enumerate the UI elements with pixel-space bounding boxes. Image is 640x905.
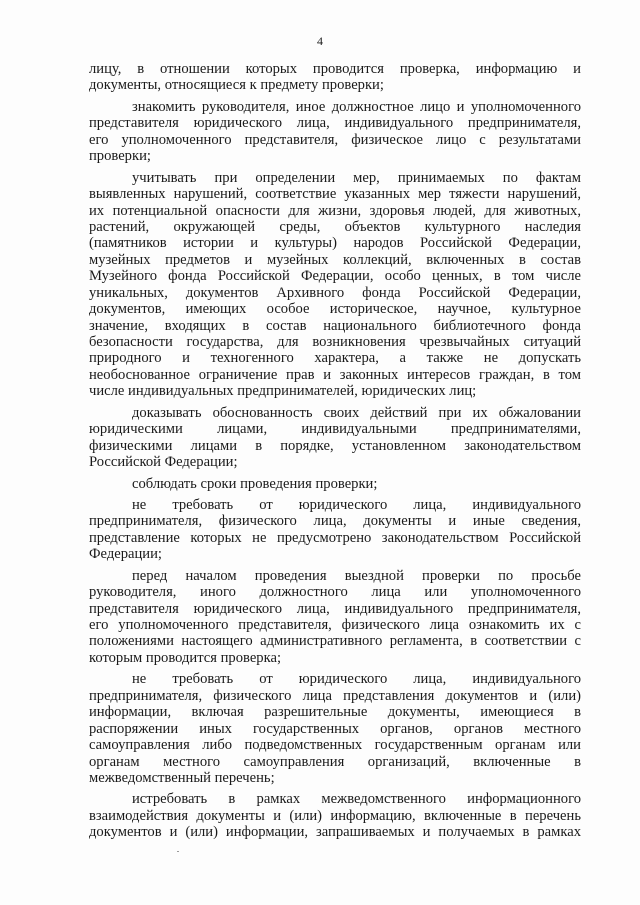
text-line: лицу, в отношении которых проводится проверка, информацию и: [89, 61, 581, 77]
text-line: представителя юридического лица, индивидуального предпринимателя,: [89, 115, 581, 132]
scan-speck: [177, 851, 179, 852]
text-line: перед началом проведения выездной проверки по просьбе: [132, 567, 581, 584]
text-line: Федерации;: [89, 546, 162, 563]
text-line: которым проводится проверка;: [89, 649, 282, 666]
paragraph: [89, 405, 581, 471]
text-line: Российской Федерации;: [89, 454, 238, 471]
text-line: представителя юридического лица, индивидуального предпринимателя,: [89, 600, 581, 617]
text-line: необоснованное ограничение прав и законных интересов граждан, в том: [89, 366, 581, 383]
text-line: знакомить руководителя, иное должностное лицо и уполномоченного: [132, 98, 581, 115]
text-line: числе индивидуальных предпринимателей, юридических лиц;: [89, 383, 477, 400]
paragraph: [89, 170, 581, 400]
text-line: их потенциальной опасности для жизни, здоровья людей, для животных,: [89, 202, 581, 219]
paragraph: [89, 497, 581, 563]
text-line: органам местного самоуправления организаций, включенные в: [89, 753, 581, 770]
text-line: его уполномоченного представителя, физическое лицо с результатами: [89, 131, 581, 148]
text-line: документов и (или) информации, запрашиваемых и получаемых в рамках: [89, 824, 581, 841]
text-line: растений, окружающей среды, объектов культурного наследия: [89, 218, 581, 235]
text-line: соблюдать сроки проведения проверки;: [132, 475, 378, 492]
text-line: руководителя, иного должностного лица или уполномоченного: [89, 584, 581, 601]
text-line: проверки;: [89, 148, 151, 165]
text-line: природного и техногенного характера, а также не допускать: [89, 350, 581, 367]
paragraph: [89, 61, 581, 94]
text-line: документы, относящиеся к предмету проверки;: [89, 77, 384, 94]
paragraph: [89, 476, 581, 492]
text-line: истребовать в рамках межведомственного информационного: [132, 791, 581, 808]
text-line: не требовать от юридического лица, индивидуального: [132, 496, 581, 513]
text-line: предпринимателя, физического лица представления документов и (или): [89, 687, 581, 704]
page-number: 4: [317, 34, 323, 48]
text-line: юридическими лицами, индивидуальными предпринимателями,: [89, 421, 581, 438]
text-line: информации, включая разрешительные документы, имеющиеся в: [89, 704, 581, 721]
text-line: выявленных нарушений, соответствие указанных мер тяжести нарушений,: [89, 186, 581, 203]
text-line: самоуправления либо подведомственных государственным органам или: [89, 737, 581, 754]
text-line: распоряжении иных государственных органов, органов местного: [89, 720, 581, 737]
text-line: межведомственный перечень;: [89, 769, 275, 786]
paragraph: [89, 671, 581, 786]
text-line: не требовать от юридического лица, индивидуального: [132, 671, 581, 688]
text-line: представление которых не предусмотрено законодательством Российской: [89, 529, 581, 546]
text-line: музейных предметов и музейных коллекций, включенных в состав: [89, 251, 581, 268]
paragraph: [89, 791, 581, 840]
text-line: безопасности государства, для возникновения чрезвычайных ситуаций: [89, 334, 581, 350]
text-line: документов, имеющих особое историческое, научное, культурное: [89, 301, 581, 318]
paragraph: [89, 568, 581, 667]
text-line: его уполномоченного представителя, физического лица ознакомить их с: [89, 617, 581, 633]
text-line: уникальных, документов Архивного фонда Российской Федерации,: [89, 284, 581, 301]
text-line: доказывать обоснованность своих действий при их обжаловании: [132, 404, 581, 421]
text-line: (памятников истории и культуры) народов Российской Федерации,: [89, 235, 581, 252]
text-line: значение, входящих в состав национального библиотечного фонда: [89, 317, 581, 334]
text-line: положениями настоящего административного регламента, в соответствии с: [89, 633, 581, 650]
text-line: взаимодействия документы и (или) информацию, включенные в перечень: [89, 807, 581, 824]
paragraph: [89, 99, 581, 165]
document-body: [89, 61, 581, 841]
text-line: предпринимателя, физического лица, документы и иные сведения,: [89, 513, 581, 530]
text-line: Музейного фонда Российской Федерации, особо ценных, в том числе: [89, 268, 581, 285]
text-line: физическими лицами в порядке, установленном законодательством: [89, 437, 581, 454]
text-line: учитывать при определении мер, принимаемых по фактам: [132, 169, 581, 186]
